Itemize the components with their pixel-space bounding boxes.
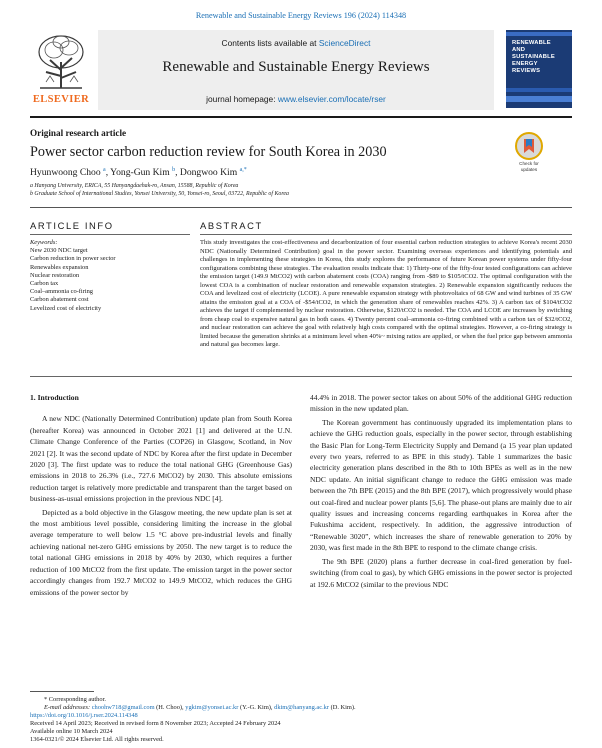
received-dates: Received 14 April 2023; Received in revised form 8 November 2023; Accepted 24 February 2024 [30,720,281,727]
abstract-rule [200,234,572,235]
article-info-heading: ARTICLE INFO [30,220,114,231]
article-title: Power sector carbon reduction review for South Korea in 2030 [30,144,387,160]
check-for-updates-button[interactable] [512,132,546,176]
author-name[interactable]: Yong-Gun Kim [110,167,170,179]
journal-cover[interactable] [506,30,572,108]
contents-line [98,38,494,48]
author-affil-mark[interactable]: b [172,167,176,173]
homepage-line [98,94,494,104]
affiliation: b Graduate School of International Studies, Yonsei University, 50, Yonsei-ro, Seoul, 03722, Republic of Korea [30,191,289,197]
cover-line: REVIEWS [512,68,541,74]
keyword: Carbon abatement cost [30,296,89,304]
author-rule [30,207,572,208]
body-paragraph: 44.4% in 2018. The power sector takes on about 50% of the additional GHG reduction mission in the new updated plan. [310,393,572,414]
body-left-column [30,392,292,600]
info-rule [30,234,190,235]
article-type: Original research article [30,128,127,138]
footnote-rule [30,691,94,692]
elsevier-logo[interactable] [30,30,92,108]
contents-prefix: Contents lists available at [221,38,319,48]
email-link[interactable]: choohw718@gmail.com [91,704,155,711]
abstract-text: This study investigates the cost-effectiveness and decarbonization of four essential carbon reduction strategies to achieve Korea's recent 2030 NDC (Nationally Determined Contribution) goal in the power sector. Examining overseas experiences and identifying potentials and challenges in implementing these strategies in Korea, this study explores the performance of future Korean power systems under fifty-four configurations combining these strategies. The evaluation results indicate that: 1) Thirty-one of the fifty-four tested configurations can achieve the emission target (149.9 MtCO2) with carbon abatement costs (COA) ranging from -$89 to $105/tCO2. The optimal configuration with the lowest COA is a combination of nuclear restoration and renewable expansion strategies. 2) Renewable expansion significantly reduces the COA and levelized cost of electricity (LCOE). A pure renewable expansion strategy with photovoltaics of 68 GW and wind turbines of 35 GW attains the emission goal at a COA of -$54/tCO2, in which the generation share of renewables reaches 42%. 3) A carbon tax of $104/tCO2 achieves the target if complemented by nuclear restoration. Otherwise, $120/tCO2 is needed. The COA and LCOE are increases by switching from cheap coal to expensive natural gas in both cases. 4) Twenty percent coal–ammonia co-firing combined with a carbon tax of $32/tCO2, and nuclear restoration can achieve the goal with relatively high costs compared with the optimal strategies. However, a co-firing strategy is limited because the generation shrinks at a minimum level when 40%~ mixing ratios are applied, or when the fuel price gap between ammonia and natural gas becomes large. [200,239,572,348]
doi-link[interactable]: https://doi.org/10.1016/j.rser.2024.114348 [30,712,138,719]
email-prefix: E-mail addresses: [44,704,92,711]
elsevier-wordmark: ELSEVIER [32,94,90,105]
journal-title: Renewable and Sustainable Energy Reviews [162,59,430,75]
masthead [30,30,572,110]
author-affil-mark[interactable]: a [103,167,106,173]
author-name[interactable]: Hyunwoong Choo [30,167,101,179]
cover-title [512,40,555,75]
bookmark-icon [517,134,541,158]
body-paragraph: The 9th BPE (2020) plans a further decrease in coal-fired generation by fuel-switching (from coal to gas), by which GHG emissions in the power sector is projected at 192.6 MtCO2 (similar to the previous NDC [310,556,572,589]
email-owner: (H. Choo), [154,704,186,711]
email-line [30,704,572,712]
corresponding-note: * Corresponding author. [44,696,106,703]
journal-banner [98,30,494,110]
keyword: Carbon reduction in power sector [30,255,116,263]
cover-stripe [506,88,572,92]
email-link[interactable]: dkim@hanyang.ac.kr [274,704,329,711]
section-title: 1. Introduction [30,393,79,402]
elsevier-tree-icon [34,32,88,90]
footnotes [30,696,572,744]
keywords-title: Keywords: [30,239,58,246]
email-owner: (Y.-G. Kim), [238,704,275,711]
cover-line: SUSTAINABLE [512,54,555,60]
email-owner: (D. Kim). [329,704,356,711]
cover-line: ENERGY [512,61,538,67]
body-paragraph: Depicted as a bold objective in the Glasgow meeting, the new update plan is set at the most ambitious level possible, considering limiting the increase in the global average temperature to well below 1.5 °C above pre-industrial levels and finally achieving national net-zero GHG emissions by 2050. The new target is to reduce the total national GHG emissions in 2018 by 40% by 2030, which requires a further reduction of 100 MtCO2 from the first update. The emission target in the power sector accordingly changes from 192.7 MtCO2 to 149.9 MtCO2, which reduces the GHG emissions of the power sector by [30,507,292,597]
homepage-prefix: journal homepage: [206,94,278,104]
cover-line: RENEWABLE [512,40,551,46]
check-updates-label: Check for updates [519,161,539,172]
body-paragraph: The Korean government has continuously upgraded its implementation plans to achieve the GHG reduction goals, especially in the power sector, through establishing the Basic Plan for Long-Term Electricity Supply and Demand (a 15 year plan updated every two years, referred to as BPE in this study). Table 1 summarizes the basic electricity generation plans described in the 8th to 10th BPEs as well as in the new NDC update. An initial significant change to reduce the GHG emission was made between the 7th BPE (2015) and the 8th BPE (2017), which progressively would phase out coal-fired and nuclear power plants [5,6]. The phase-out plans are mainly due to air quality issues and increasing concerns regarding earthquakes in Korea after the Fukushima accident, respectively. In addition, the aggressive introduction of “Renewable 3020”, which increases the share of renewable generation to 20% by 2030, was first made in the 8th BPE to respond to the climate change crisis. [310,417,572,553]
keyword: New 2030 NDC target [30,247,88,255]
abstract-heading: ABSTRACT [200,220,263,231]
affiliation: a Hanyang University, ERICA, 55 Hanyangdaehak-ro, Ansan, 15588, Republic of Korea [30,183,239,189]
masthead-rule [30,116,572,118]
cover-line: AND [512,47,526,53]
keyword: Carbon tax [30,280,59,288]
keyword: Nuclear restoration [30,271,80,279]
sciencedirect-link[interactable]: ScienceDirect [318,38,371,48]
copyright: 1364-0321/© 2024 Elsevier Ltd. All rights reserved. [30,736,164,743]
author-affil-mark[interactable]: a,* [239,167,247,173]
keyword: Renewables expansion [30,263,89,271]
abstract-bottom-rule [30,376,572,377]
journal-homepage-link[interactable]: www.elsevier.com/locate/rser [277,94,386,104]
body-paragraph: A new NDC (Nationally Determined Contribution) update plan from South Korea (hereafter Korea) was announced in October 2021 [1] and delivered at the U.N. Climate Change Conference of the Parties (COP26) in Glasgow, Scotland, in Nov 2021 [2]. It was the second update of NDC by Korea after the first update in December 2020 [3]. The first update was to reduce the total national GHG (Greenhouse Gas) emissions in 2018 to 26.3% (i.e., 727.6 MtCO2) by 2030. This absolute emissions reduction target is relatively more predictable and transparent than the target based on business-as-usual emissions projection in the previous NDC [4]. [30,414,292,504]
body-right-column [310,392,572,592]
keywords-list [30,239,190,313]
check-updates-icon [515,132,543,160]
available-online: Available online 10 March 2024 [30,728,113,735]
cover-stripe [506,96,572,102]
email-link[interactable]: ygkim@yonsei.ac.kr [185,704,239,711]
keyword: Levelized cost of electricity [30,304,102,312]
author-list: Hyunwoong Choo $^a$, Yong-Gun Kim $^b$, Dongwoo Kim $^{a,*}$ [30,167,247,179]
cover-stripe [506,32,572,36]
journal-reference[interactable]: Renewable and Sustainable Energy Reviews 196 (2024) 114348 [195,11,407,20]
keyword: Coal–ammonia co-firing [30,288,94,296]
author-name[interactable]: Dongwoo Kim [179,167,238,179]
